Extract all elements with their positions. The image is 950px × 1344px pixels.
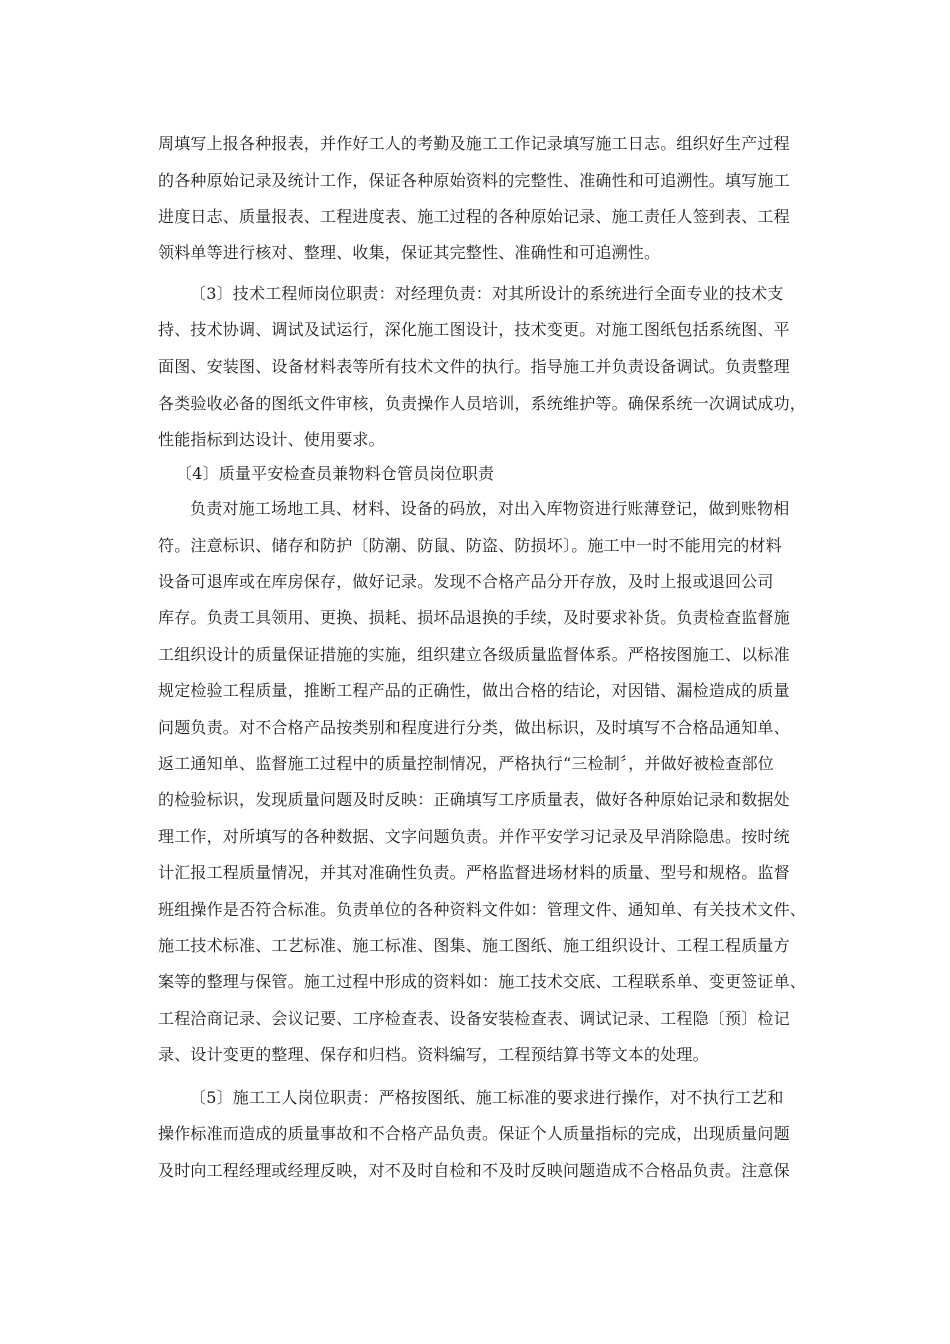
text-line: 的各种原始记录及统计工作，保证各种原始资料的完整性、准确性和可追溯性。填写施工 xyxy=(158,171,790,190)
section-4-heading: 〔4〕质量平安检查员兼物料仓管员岗位职责 xyxy=(176,464,495,483)
text-line: 进度日志、质量报表、工程进度表、施工过程的各种原始记录、施工责任人签到表、工程 xyxy=(158,207,790,226)
text-line: 理工作，对所填写的各种数据、文字问题负责。并作平安学习记录及早消除隐患。按时统 xyxy=(158,827,790,846)
text-line: 规定检验工程质量，推断工程产品的正确性，做出合格的结论，对因错、漏检造成的质量 xyxy=(158,681,790,700)
text-line: 库存。负责工具领用、更换、损耗、损坏品退换的手续，及时要求补货。负责检查监督施 xyxy=(158,608,790,627)
text-line: 返工通知单、监督施工过程中的质量控制情况，严格执行“三检制〞，并做好被检查部位 xyxy=(158,754,774,773)
text-line: 问题负责。对不合格产品按类别和程度进行分类，做出标识，及时填写不合格品通知单、 xyxy=(158,718,790,737)
text-line: 各类验收必备的图纸文件审核，负责操作人员培训，系统维护等。确保系统一次调试成功， xyxy=(158,394,807,413)
text-line: 录、设计变更的整理、保存和归档。资料编写，工程预结算书等文本的处理。 xyxy=(158,1045,709,1064)
section-3-heading-line: 〔3〕技术工程师岗位职责：对经理负责：对其所设计的系统进行全面专业的技术支 xyxy=(190,284,784,303)
text-line: 的检验标识，发现质量问题及时反映：正确填写工序质量表，做好各种原始记录和数据处 xyxy=(158,790,790,809)
text-line: 操作标准而造成的质量事故和不合格产品负责。保证个人质量指标的完成，出现质量问题 xyxy=(158,1124,790,1143)
text-line: 符。注意标识、储存和防护〔防潮、防鼠、防盗、防损坏〕。施工中一时不能用完的材料 xyxy=(158,536,782,555)
text-line: 施工技术标准、工艺标准、施工标准、图集、施工图纸、施工组织设计、工程工程质量方 xyxy=(158,936,790,955)
text-line: 及时向工程经理或经理反映，对不及时自检和不及时反映问题造成不合格品负责。注意保 xyxy=(158,1161,790,1180)
text-line: 面图、安装图、设备材料表等所有技术文件的执行。指导施工并负责设备调试。负责整理 xyxy=(158,357,790,376)
text-line: 工程洽商记录、会议记要、工序检查表、设备安装检查表、调试记录、工程隐〔预〕检记 xyxy=(158,1009,790,1028)
text-line: 班组操作是否符合标准。负责单位的各种资料文件如：管理文件、通知单、有关技术文件、 xyxy=(158,900,807,919)
text-line: 工组织设计的质量保证措施的实施，组织建立各级质量监督体系。严格按图施工、以标准 xyxy=(158,645,790,664)
text-line: 案等的整理与保管。施工过程中形成的资料如：施工技术交底、工程联系单、变更签证单、 xyxy=(158,972,807,991)
text-line: 性能指标到达设计、使用要求。 xyxy=(158,430,385,449)
section-5-heading-line: 〔5〕施工工人岗位职责：严格按图纸、施工标准的要求进行操作，对不执行工艺和 xyxy=(190,1088,784,1107)
text-line: 周填写上报各种报表，并作好工人的考勤及施工工作记录填写施工日志。组织好生产过程 xyxy=(158,134,790,153)
text-line: 持、技术协调、调试及试运行，深化施工图设计，技术变更。对施工图纸包括系统图、平 xyxy=(158,320,790,339)
text-line: 领料单等进行核对、整理、收集，保证其完整性、准确性和可追溯性。 xyxy=(158,243,661,262)
text-line: 设备可退库或在库房保存，做好记录。发现不合格产品分开存放，及时上报或退回公司 xyxy=(158,572,774,591)
text-line: 负责对施工场地工具、材料、设备的码放，对出入库物资进行账薄登记，做到账物相 xyxy=(190,499,790,518)
text-line: 计汇报工程质量情况，并其对准确性负责。严格监督进场材料的质量、型号和规格。监督 xyxy=(158,863,790,882)
